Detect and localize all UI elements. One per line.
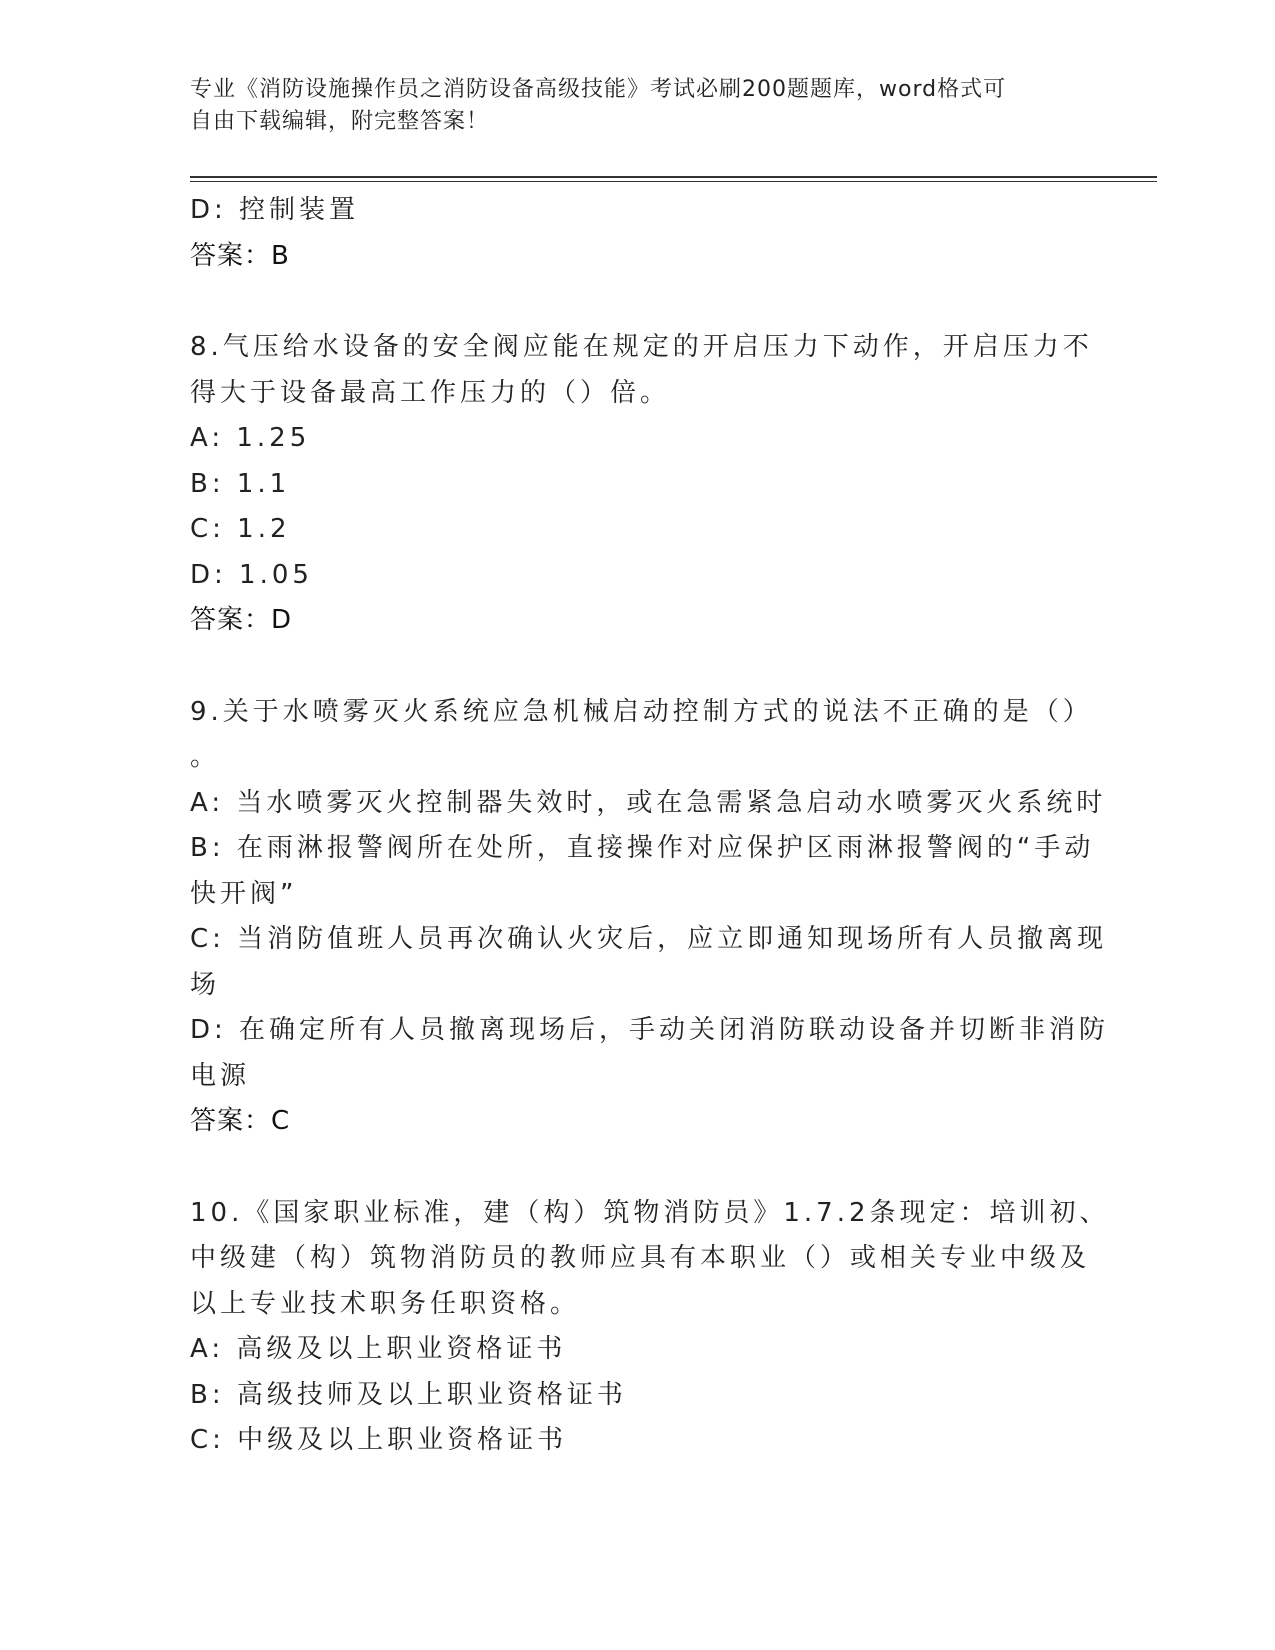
q9-option-b-line-2: 快开阀” — [190, 878, 298, 909]
q10-stem-line-2: 中级建（构）筑物消防员的教师应具有本职业（）或相关专业中级及 — [190, 1243, 1091, 1273]
question-8 — [190, 325, 1093, 644]
q8-stem-line-2: 得大于设备最高工作压力的（）倍。 — [190, 377, 671, 408]
page-header — [190, 74, 1090, 138]
question-spacer — [190, 279, 1090, 325]
prev-answer: 答案：B — [190, 240, 290, 271]
header-title-line-2: 自由下载编辑，附完整答案！ — [190, 109, 490, 134]
question-9 — [190, 690, 1110, 1145]
q9-option-d-line-1: D: 在确定所有人员撤离现场后，手动关闭消防联动设备并切断非消防 — [190, 1015, 1110, 1045]
q8-option-c: C: 1.2 — [190, 514, 291, 544]
q9-option-d-line-2: 电源 — [190, 1060, 251, 1091]
q9-option-c-line-2: 场 — [190, 969, 221, 1000]
q9-stem-line-2: 。 — [190, 742, 221, 772]
document-body — [190, 188, 1110, 1464]
q9-stem-line-1: 9.关于水喷雾灭火系统应急机械启动控制方式的说法不正确的是（） — [190, 696, 1093, 727]
q10-option-b: B: 高级技师及以上职业资格证书 — [190, 1379, 627, 1410]
q9-option-c-line-1: C: 当消防值班人员再次确认火灾后，应立即通知现场所有人员撤离现 — [190, 924, 1108, 954]
q9-option-b-line-1: B: 在雨淋报警阀所在处所，直接操作对应保护区雨淋报警阀的“手动 — [190, 833, 1095, 863]
q8-answer: 答案：D — [190, 605, 293, 635]
q9-answer: 答案：C — [190, 1106, 291, 1136]
q8-option-a: A: 1.25 — [190, 423, 311, 453]
prev-option-d: D: 控制装置 — [190, 195, 360, 225]
q10-option-a: A: 高级及以上职业资格证书 — [190, 1334, 567, 1364]
q8-option-b: B: 1.1 — [190, 468, 291, 499]
question-spacer — [190, 1145, 1090, 1191]
question-10 — [190, 1191, 1110, 1464]
q10-option-c: C: 中级及以上职业资格证书 — [190, 1425, 568, 1455]
q10-stem-line-1: 10.《国家职业标准，建（构）筑物消防员》1.7.2条现定：培训初、 — [190, 1197, 1110, 1228]
q8-option-d: D: 1.05 — [190, 559, 313, 590]
q9-option-a: A: 当水喷雾灭火控制器失效时，或在急需紧急启动水喷雾灭火系统时 — [190, 787, 1107, 818]
header-divider — [190, 176, 1157, 182]
question-spacer — [190, 644, 1090, 690]
header-title-line-1: 专业《消防设施操作员之消防设备高级技能》考试必刷200题题库，word格式可 — [190, 77, 1007, 102]
q10-stem-line-3: 以上专业技术职务任职资格。 — [190, 1288, 581, 1319]
q8-stem-line-1: 8.气压给水设备的安全阀应能在规定的开启压力下动作，开启压力不 — [190, 332, 1093, 362]
